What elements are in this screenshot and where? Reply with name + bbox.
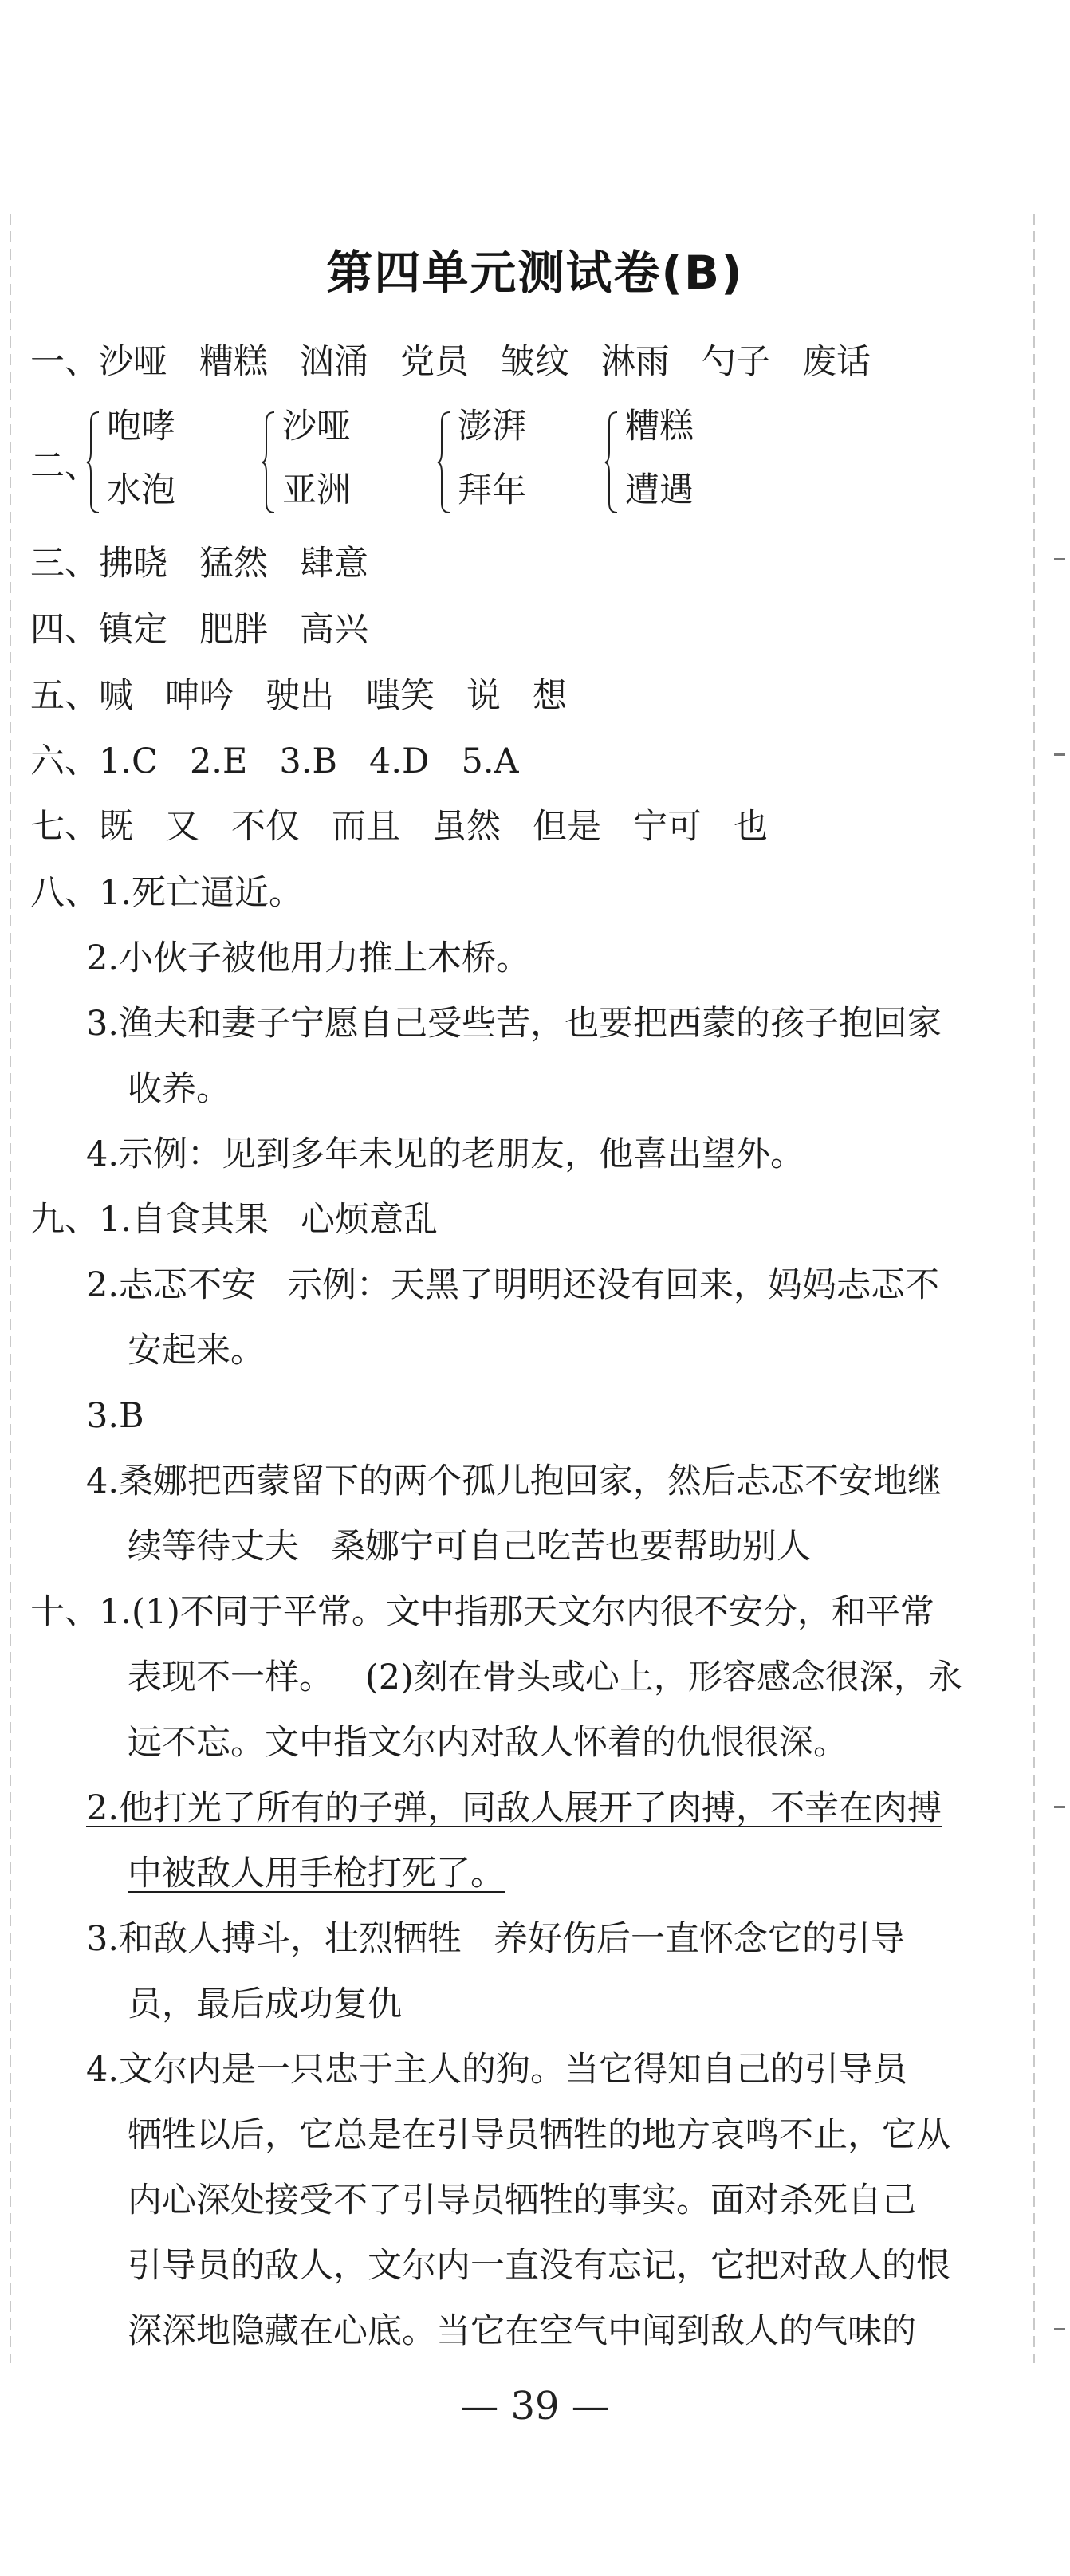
answer-text: 2.小伙子被他用力推上木桥。 [86,938,531,978]
answer-line [86,1784,942,1832]
pair-word: 沙哑 [282,407,351,446]
answer-word: 说 [466,676,501,716]
answer-word: 猛然 [199,544,268,584]
answer-text: (2)刻在骨头或心上，形容感念很深，永 [365,1658,962,1697]
edge-mark [1054,558,1065,560]
brace-icon [86,411,100,514]
answer-word: 废话 [802,342,871,382]
q1-label: 一、 [30,342,99,382]
edge-mark [1054,753,1065,756]
answer-text: 深深地隐藏在心底。当它在空气中闻到敌人的气味的 [128,2311,916,2351]
answer-text: 3.B [86,1396,144,1436]
answer-word: 不仅 [231,807,300,847]
answer-word: 虽然 [432,807,501,847]
answer-word: 又 [165,807,199,847]
question-4 [30,606,368,654]
answer-line [86,1915,905,1963]
answer-text: 员，最后成功复仇 [128,1984,402,2024]
answer-text: 收养。 [128,1069,230,1109]
question-6 [30,737,519,785]
choice-answer: 4.D [369,741,430,781]
q9-label: 九、 [30,1200,99,1240]
answer-word: 喊 [99,676,133,716]
choice-answer: 5.A [461,741,519,781]
answer-text: 1.死亡逼近。 [99,873,304,913]
answer-word: 拂晓 [99,544,167,584]
brace-icon [604,411,619,514]
underlined-answer: 中被敌人用手枪打死了。 [128,1854,505,1894]
answer-word: 呻吟 [165,676,234,716]
answer-text: 示例：天黑了明明还没有回来，妈妈忐忑不 [288,1265,940,1305]
edge-mark [1054,1806,1065,1808]
edge-mark [1054,2328,1065,2330]
q8-label: 八、 [30,873,99,913]
brace-icon [262,411,276,514]
answer-word: 皱纹 [501,342,569,382]
answer-text: 养好伤后一直怀念它的引导 [494,1919,906,1959]
q4-label: 四、 [30,610,99,650]
answer-text: 桑娜宁可自己吃苦也要帮助别人 [331,1527,811,1567]
answer-word: 勺子 [702,342,770,382]
answer-text: 引导员的敌人，文尔内一直没有忘记，它把对敌人的恨 [128,2246,950,2286]
answer-word: 但是 [533,807,601,847]
answer-text: 安起来。 [128,1331,265,1371]
answer-text: 牺牲以后，它总是在引导员牺牲的地方哀鸣不止，它从 [128,2115,950,2155]
answer-word: 肆意 [300,544,368,584]
answer-word: 党员 [400,342,469,382]
q2-label: 二、 [30,446,99,486]
answer-text: 1.自食其果 [99,1200,269,1240]
answer-word: 糟糕 [199,342,268,382]
answer-word: 驶出 [266,676,334,716]
q5-label: 五、 [30,676,99,716]
answer-word: 想 [533,676,567,716]
question-1 [30,338,871,386]
answer-word: 汹涌 [300,342,368,382]
pair-word: 水泡 [107,470,175,510]
pair-word: 糟糕 [625,407,694,446]
right-binding-line [1033,214,1035,2363]
answer-text: 2.忐忑不安 [86,1265,257,1305]
page-title: 第四单元测试卷(B) [326,246,744,300]
answer-text: 内心深处接受不了引导员牺牲的事实。面对杀死自己 [128,2181,916,2220]
answer-text: 4.桑娜把西蒙留下的两个孤儿抱回家，然后忐忑不安地继 [86,1461,942,1501]
pair-word: 拜年 [458,470,526,510]
left-binding-line [10,214,11,2363]
choice-answer: 3.B [279,741,337,781]
choice-answer: 1.C [99,741,158,781]
question-5 [30,672,567,720]
q3-label: 三、 [30,544,99,584]
q10-label: 十、 [30,1592,99,1632]
answer-text: 续等待丈夫 [128,1527,299,1567]
question-10-line [30,1588,934,1636]
answer-word: 沙哑 [99,342,167,382]
answer-word: 而且 [332,807,400,847]
answer-text: 4.文尔内是一只忠于主人的狗。当它得知自己的引导员 [86,2050,908,2090]
answer-word: 淋雨 [601,342,670,382]
answer-word: 肥胖 [199,610,268,650]
page-number: — 39 — [460,2384,610,2429]
answer-line [86,1261,939,1309]
answer-text: 3.渔夫和妻子宁愿自己受些苦，也要把西蒙的孩子抱回家 [86,1004,942,1044]
choice-answer: 2.E [189,741,248,781]
question-8-line [30,869,303,917]
pair-word: 遭遇 [625,470,694,510]
answer-word: 高兴 [300,610,368,650]
answer-line [128,1523,811,1571]
question-9-line [30,1196,438,1244]
q7-label: 七、 [30,807,99,847]
brace-icon [437,411,451,514]
answer-line [128,1850,505,1898]
answer-word: 宁可 [633,807,702,847]
pair-word: 亚洲 [282,470,351,510]
answer-word: 也 [734,807,768,847]
answer-text: 4.示例：见到多年未见的老朋友，他喜出望外。 [86,1135,805,1174]
q6-label: 六、 [30,741,99,781]
answer-word: 镇定 [99,610,167,650]
question-2 [30,403,987,530]
answer-word: 嗤笑 [366,676,435,716]
answer-text: 心烦意乱 [301,1200,439,1240]
answer-text: 1.(1)不同于平常。文中指那天文尔内很不安分，和平常 [99,1592,934,1632]
pair-word: 咆哮 [107,407,175,446]
pair-word: 澎湃 [458,407,526,446]
answer-text: 3.和敌人搏斗，壮烈牺牲 [86,1919,462,1959]
answer-line [128,1654,962,1701]
question-3 [30,540,368,588]
question-7 [30,803,768,851]
answer-word: 既 [99,807,133,847]
answer-text: 远不忘。文中指文尔内对敌人怀着的仇恨很深。 [128,1723,848,1763]
underlined-answer: 2.他打光了所有的子弹，同敌人展开了肉搏，不幸在肉搏 [86,1788,942,1828]
answer-text: 表现不一样。 [128,1658,333,1697]
